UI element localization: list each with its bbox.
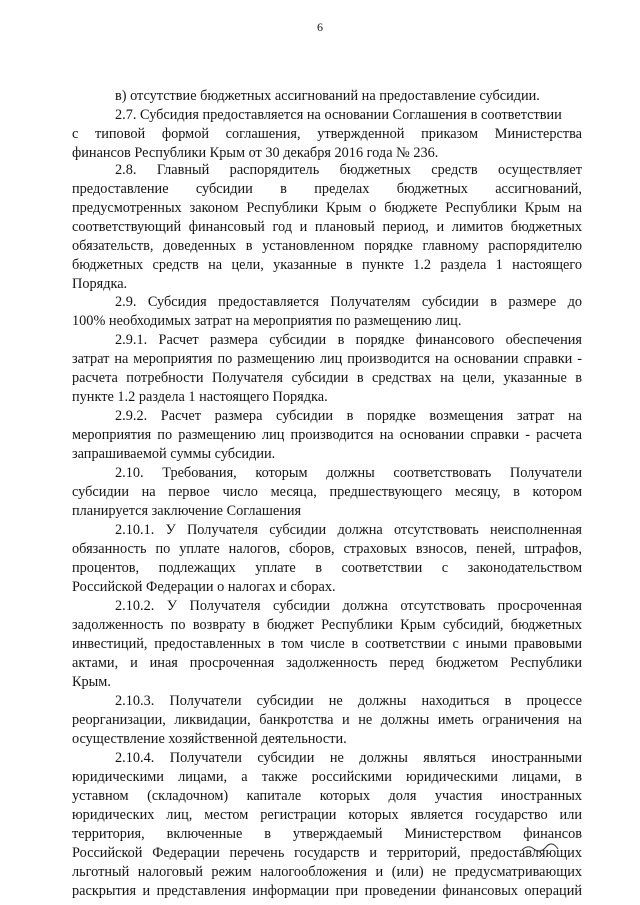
- text-line: обязательств, доведенных в установленном порядке главному распорядителю: [72, 238, 582, 254]
- text-line: 2.10.3. Получатели субсидии не должны находиться в процессе: [115, 693, 582, 709]
- text-line: в) отсутствие бюджетных ассигнований на предоставление субсидии.: [115, 88, 540, 104]
- text-line: 2.7. Субсидия предоставляется на основании Соглашения в соответствии: [115, 107, 562, 123]
- text-line: реорганизации, ликвидации, банкротства и не должны иметь ограничения на: [72, 712, 582, 728]
- text-line: 2.10.4. Получатели субсидии не должны являться иностранными: [115, 750, 582, 766]
- text-line: расчета потребности Получателя субсидии в средствах на цели, указанные в: [72, 370, 582, 386]
- text-line: предусмотренных законом Республики Крым о бюджете Республики Крым на: [72, 200, 582, 216]
- text-line: финансов Республики Крым от 30 декабря 2016 года № 236.: [72, 145, 439, 161]
- text-line: с типовой формой соглашения, утвержденной приказом Министерства: [72, 126, 582, 142]
- text-line: предоставление субсидии в пределах бюджетных ассигнований,: [72, 181, 582, 197]
- text-line: Российской Федерации о налогах и сборах.: [72, 579, 336, 595]
- text-line: задолженность по возврату в бюджет Республики Крым субсидий, бюджетных: [72, 617, 582, 633]
- page-number: 6: [317, 20, 323, 34]
- text-line: уставном (складочном) капитале которых доля участия иностранных: [72, 788, 582, 804]
- text-line: 100% необходимых затрат на мероприятия по размещению лиц.: [72, 313, 462, 329]
- text-line: территория, включенные в утверждаемый Министерством финансов: [72, 826, 582, 842]
- text-line: 2.8. Главный распорядитель бюджетных средств осуществляет: [115, 162, 582, 178]
- text-line: актами, и иная просроченная задолженность перед бюджетом Республики: [72, 655, 582, 671]
- text-line: 2.10. Требования, которым должны соответствовать Получатели: [115, 465, 582, 481]
- text-line: 2.10.1. У Получателя субсидии должна отсутствовать неисполненная: [115, 522, 582, 538]
- text-line: осуществление хозяйственной деятельности.: [72, 731, 347, 747]
- text-line: бюджетных средств на цели, указанные в пункте 1.2 раздела 1 настоящего: [72, 257, 582, 273]
- text-line: юридических лиц, местом регистрации которых является государство или: [72, 807, 582, 823]
- text-line: Российской Федерации перечень государств и территорий, предоставляющих: [72, 845, 582, 861]
- text-line: мероприятия по размещению лиц производится на основании справки - расчета: [72, 427, 582, 443]
- text-line: субсидии на первое число месяца, предшествующего месяцу, в котором: [72, 484, 582, 500]
- text-line: Порядка.: [72, 276, 128, 292]
- text-line: планируется заключение Соглашения: [72, 503, 302, 519]
- handwritten-mark: [520, 841, 560, 855]
- text-line: обязанность по уплате налогов, сборов, страховых взносов, пеней, штрафов,: [72, 541, 582, 557]
- text-line: льготный налоговый режим налогообложения и (или) не предусматривающих: [72, 864, 582, 880]
- text-line: юридическими лицами, а также российскими юридическими лицами, в: [72, 769, 582, 785]
- text-line: инвестиций, предоставленных в том числе в соответствии с иными правовыми: [72, 636, 582, 652]
- text-line: пункте 1.2 раздела 1 настоящего Порядка.: [72, 389, 328, 405]
- text-line: 2.9.2. Расчет размера субсидии в порядке возмещения затрат на: [115, 408, 582, 424]
- text-line: раскрытия и представления информации при проведении финансовых операций: [72, 883, 582, 899]
- text-line: запрашиваемой суммы субсидии.: [72, 446, 276, 462]
- text-line: 2.9. Субсидия предоставляется Получателям субсидии в размере до: [115, 294, 582, 310]
- text-line: 2.9.1. Расчет размера субсидии в порядке финансового обеспечения: [115, 332, 582, 348]
- text-line: затрат на мероприятия по размещению лиц производится на основании справки -: [72, 351, 582, 367]
- text-line: Крым.: [72, 674, 111, 690]
- text-line: процентов, подлежащих уплате в соответствии с законодательством: [72, 560, 582, 576]
- text-line: соответствующий финансовый год и плановый период, и лимитов бюджетных: [72, 219, 582, 235]
- text-line: 2.10.2. У Получателя субсидии должна отсутствовать просроченная: [115, 598, 582, 614]
